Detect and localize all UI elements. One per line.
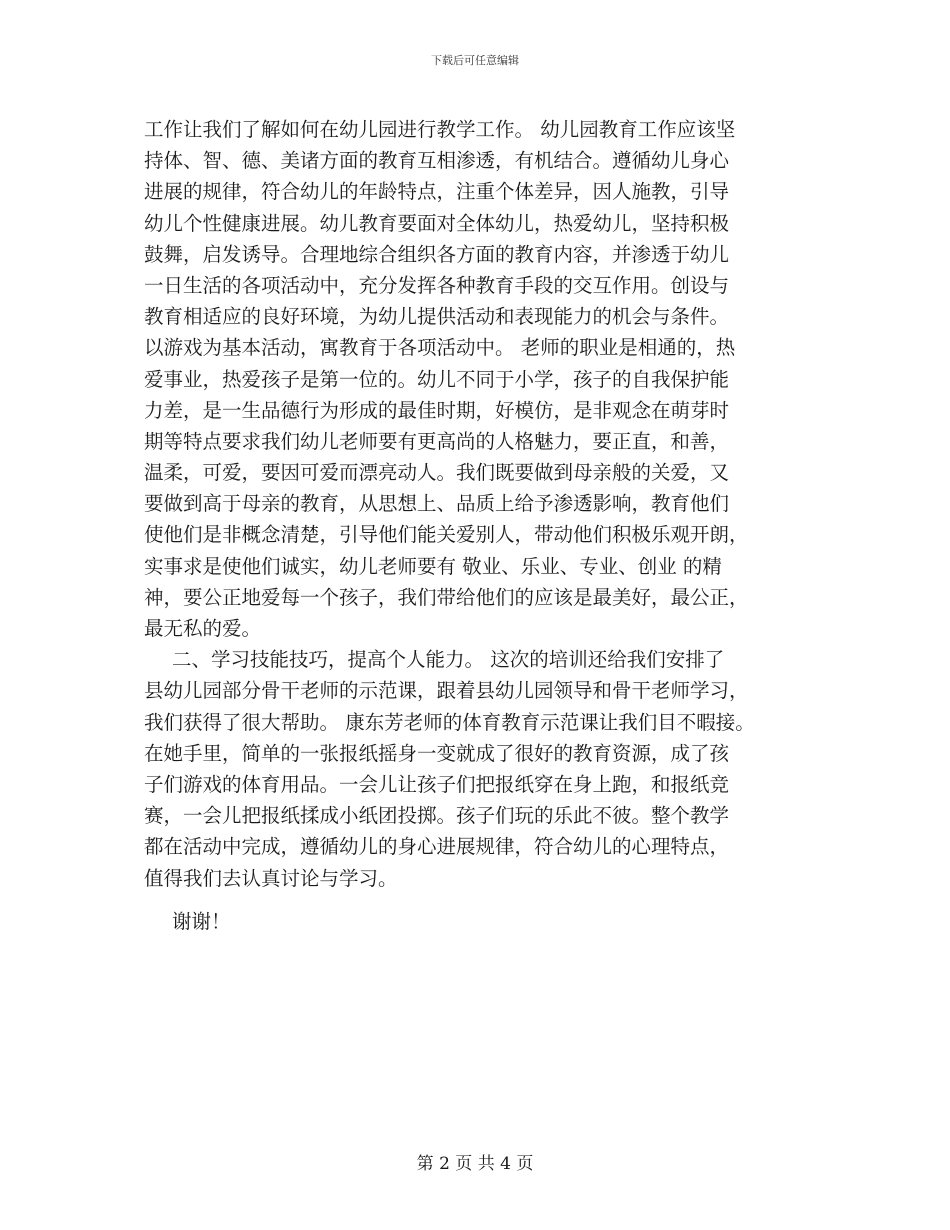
- text-line: 教育相适应的良好环境，为幼儿提供活动和表现能力的机会与条件。: [144, 305, 730, 329]
- text-line: 县幼儿园部分骨干老师的示范课，跟着县幼儿园领导和骨干老师学习，: [144, 679, 749, 703]
- document-body: [144, 114, 816, 937]
- text-line: 二、学习技能技巧，提高个人能力。 这次的培训还给我们安排了: [172, 648, 725, 672]
- paragraph-2: [144, 644, 816, 894]
- text-line: 实事求是使他们诚实，幼儿老师要有 敬业、乐业、专业、创业 的精: [144, 554, 722, 578]
- text-line: 持体、智、德、美诸方面的教育互相渗透，有机结合。遵循幼儿身心: [144, 149, 730, 173]
- text-line: 进展的规律，符合幼儿的年龄特点，注重个体差异，因人施教，引导: [144, 180, 730, 204]
- text-line: 神，要公正地爱每一个孩子，我们带给他们的应该是最美好，最公正，: [144, 585, 749, 609]
- text-line: 最无私的爱。: [144, 617, 262, 640]
- text-line: 温柔，可爱，要因可爱而漂亮动人。我们既要做到母亲般的关爱，又: [144, 461, 730, 485]
- text-line: 鼓舞，启发诱导。合理地综合组织各方面的教育内容，并渗透于幼儿: [144, 242, 730, 266]
- text-line: 要做到高于母亲的教育，从思想上、品质上给予渗透影响，教育他们: [144, 492, 730, 516]
- page-footer: 第 2 页 共 4 页: [416, 1154, 534, 1174]
- paragraph-1: [144, 114, 816, 644]
- text-line: 期等特点要求我们幼儿老师要有更高尚的人格魅力，要正直，和善，: [144, 429, 730, 453]
- text-line: 使他们是非概念清楚，引导他们能关爱别人，带动他们积极乐观开朗，: [144, 523, 749, 547]
- text-line: 幼儿个性健康进展。幼儿教育要面对全体幼儿，热爱幼儿，坚持积极: [144, 211, 730, 235]
- text-line: 赛，一会儿把报纸揉成小纸团投掷。孩子们玩的乐此不彼。整个教学: [144, 804, 730, 828]
- text-line: 力差，是一生品德行为形成的最佳时期，好模仿，是非观念在萌芽时: [144, 398, 730, 422]
- text-line: 子们游戏的体育用品。一会儿让孩子们把报纸穿在身上跑，和报纸竞: [144, 772, 730, 796]
- text-line: 在她手里，简单的一张报纸摇身一变就成了很好的教育资源，成了孩: [144, 741, 730, 765]
- text-line: 工作让我们了解如何在幼儿园进行教学工作。 幼儿园教育工作应该坚: [144, 118, 736, 141]
- page-header: 下载后可任意编辑: [431, 54, 519, 67]
- text-line: 爱事业，热爱孩子是第一位的。幼儿不同于小学，孩子的自我保护能: [144, 367, 730, 391]
- paragraph-spacer: [144, 894, 816, 906]
- closing-line: 谢谢！: [172, 909, 231, 933]
- text-line: 值得我们去认真讨论与学习。: [144, 866, 398, 890]
- text-line: 都在活动中完成，遵循幼儿的身心进展规律，符合幼儿的心理特点，: [144, 835, 730, 859]
- text-line: 我们获得了很大帮助。 康东芳老师的体育教育示范课让我们目不暇接。: [144, 710, 755, 734]
- text-line: 一日生活的各项活动中，充分发挥各种教育手段的交互作用。创设与: [144, 273, 730, 297]
- text-line: 以游戏为基本活动，寓教育于各项活动中。 老师的职业是相通的，热: [144, 336, 736, 360]
